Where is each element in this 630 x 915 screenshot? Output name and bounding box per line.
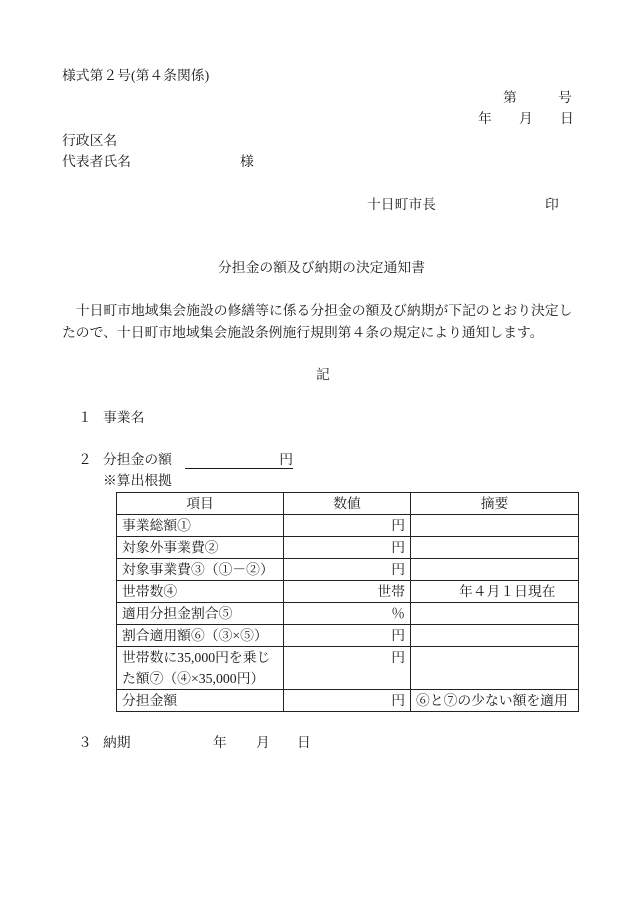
representative-label: 代表者氏名 <box>62 154 131 169</box>
row-note <box>411 625 579 647</box>
calculation-table <box>116 492 579 712</box>
due-month: 月 <box>256 735 270 750</box>
row-value: ％ <box>284 603 411 625</box>
form-id: 様式第２号(第４条関係) <box>62 68 210 83</box>
district-label: 行政区名 <box>62 133 118 148</box>
row-item: 事業総額① <box>117 515 284 537</box>
seal-mark: 印 <box>545 197 559 212</box>
row-note <box>411 559 579 581</box>
date-month: 月 <box>519 111 533 126</box>
due-day: 日 <box>297 735 311 750</box>
sender-name: 十日町市長 <box>367 197 436 212</box>
row-item: 割合適用額⑥（③×⑤） <box>117 625 284 647</box>
number-suffix: 号 <box>558 90 572 105</box>
due-year: 年 <box>213 735 227 750</box>
table-header-row <box>117 493 579 515</box>
amount-blank <box>185 450 293 469</box>
row-note <box>411 537 579 559</box>
item-1-label: 事業名 <box>103 410 145 425</box>
number-prefix: 第 <box>503 90 517 105</box>
ki-heading: 記 <box>316 367 330 382</box>
row-value: 円 <box>284 647 411 690</box>
row-item-line-2: た額⑦（④×35,000円） <box>122 671 265 686</box>
basis-label: ※算出根拠 <box>103 473 172 488</box>
row-value: 円 <box>284 690 411 712</box>
row-value: 円 <box>284 559 411 581</box>
item-1-number: １ <box>78 410 92 425</box>
item-3-label: 納期 <box>103 735 131 750</box>
row-note <box>411 603 579 625</box>
item-2-number: ２ <box>78 452 92 467</box>
row-value: 円 <box>284 515 411 537</box>
row-item <box>117 647 284 690</box>
table-row <box>117 581 579 603</box>
row-item: 分担金額 <box>117 690 284 712</box>
row-value: 円 <box>284 537 411 559</box>
date-year: 年 <box>478 111 492 126</box>
row-item: 世帯数④ <box>117 581 284 603</box>
body-line-1: 十日町市地域集会施設の修繕等に係る分担金の額及び納期が下記のとおり決定し <box>62 303 573 318</box>
item-2-label: 分担金の額 <box>103 452 172 467</box>
table-row <box>117 647 579 690</box>
header-note: 摘要 <box>411 493 579 515</box>
row-value: 世帯 <box>284 581 411 603</box>
body-line-2: たので、十日町市地域集会施設条例施行規則第４条の規定により通知します。 <box>62 325 544 340</box>
row-item-line-1: 世帯数に35,000円を乗じ <box>122 650 271 665</box>
table-row <box>117 690 579 712</box>
row-item: 対象外事業費② <box>117 537 284 559</box>
header-value: 数値 <box>284 493 411 515</box>
row-note: 年４月１日現在 <box>411 581 579 603</box>
table-row <box>117 559 579 581</box>
row-note: ⑥と⑦の少ない額を適用 <box>411 690 579 712</box>
item-3-number: ３ <box>78 735 92 750</box>
honorific: 様 <box>240 154 254 169</box>
date-day: 日 <box>560 111 574 126</box>
table-row <box>117 603 579 625</box>
row-note <box>411 515 579 537</box>
header-item: 項目 <box>117 493 284 515</box>
row-item: 適用分担金割合⑤ <box>117 603 284 625</box>
table-row <box>117 537 579 559</box>
row-item: 対象事業費③（①－②） <box>117 559 284 581</box>
document-title: 分担金の額及び納期の決定通知書 <box>218 260 425 275</box>
row-value: 円 <box>284 625 411 647</box>
amount-unit: 円 <box>279 452 293 467</box>
row-note <box>411 647 579 690</box>
table-row <box>117 515 579 537</box>
table-row <box>117 625 579 647</box>
